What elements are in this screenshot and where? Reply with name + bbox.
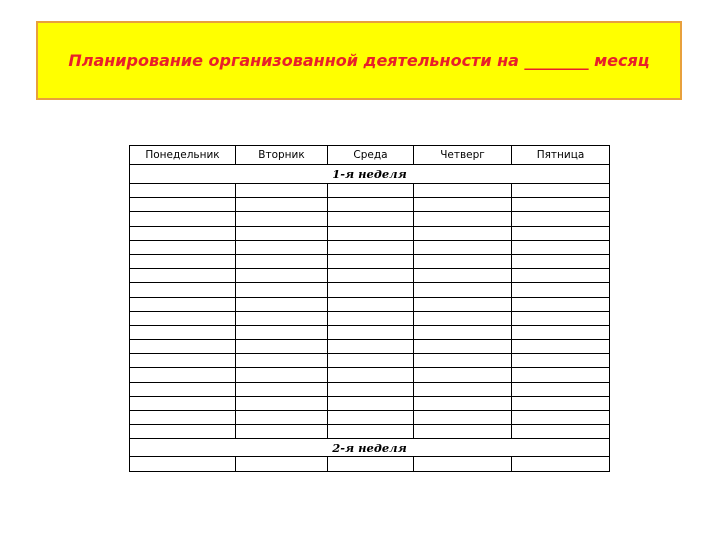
table-cell[interactable]	[328, 368, 414, 382]
table-row	[130, 311, 610, 325]
table-cell[interactable]	[130, 283, 236, 297]
table-cell[interactable]	[414, 325, 512, 339]
table-cell[interactable]	[512, 198, 610, 212]
table-cell[interactable]	[328, 354, 414, 368]
planning-table	[129, 145, 610, 472]
table-row	[130, 368, 610, 382]
table-cell[interactable]	[414, 340, 512, 354]
table-cell[interactable]	[414, 212, 512, 226]
table-cell[interactable]	[414, 311, 512, 325]
table-cell[interactable]	[130, 184, 236, 198]
table-cell[interactable]	[512, 354, 610, 368]
table-cell[interactable]	[512, 297, 610, 311]
table-cell[interactable]	[512, 283, 610, 297]
table-row	[130, 212, 610, 226]
table-cell[interactable]	[414, 368, 512, 382]
table-cell[interactable]	[236, 184, 328, 198]
table-row	[130, 198, 610, 212]
table-cell[interactable]	[414, 297, 512, 311]
table-cell[interactable]	[236, 311, 328, 325]
table-cell[interactable]	[328, 226, 414, 240]
table-row	[130, 240, 610, 254]
header-monday: Понедельник	[130, 146, 236, 165]
table-row	[130, 184, 610, 198]
table-cell[interactable]	[236, 354, 328, 368]
table-cell[interactable]	[236, 396, 328, 410]
table-cell[interactable]	[328, 184, 414, 198]
table-row	[130, 382, 610, 396]
table-cell[interactable]	[130, 212, 236, 226]
table-cell[interactable]	[130, 311, 236, 325]
table-cell[interactable]	[512, 325, 610, 339]
table-cell[interactable]	[130, 297, 236, 311]
table-cell[interactable]	[130, 382, 236, 396]
table-cell[interactable]	[236, 269, 328, 283]
table-cell[interactable]	[328, 254, 414, 268]
table-cell[interactable]	[414, 269, 512, 283]
table-cell[interactable]	[512, 411, 610, 425]
table-cell[interactable]	[130, 226, 236, 240]
table-cell[interactable]	[328, 297, 414, 311]
table-row	[130, 226, 610, 240]
week-label: 1-я неделя	[130, 165, 610, 184]
week-row	[130, 439, 610, 457]
week-row	[130, 165, 610, 184]
table-cell[interactable]	[130, 457, 236, 471]
table-cell[interactable]	[414, 396, 512, 410]
table-row	[130, 425, 610, 439]
table-cell[interactable]	[512, 382, 610, 396]
table-cell[interactable]	[328, 340, 414, 354]
header-friday: Пятница	[512, 146, 610, 165]
table-cell[interactable]	[328, 425, 414, 439]
table-cell[interactable]	[414, 240, 512, 254]
table-cell[interactable]	[512, 240, 610, 254]
table-cell[interactable]	[414, 226, 512, 240]
table-row	[130, 297, 610, 311]
table-cell[interactable]	[512, 311, 610, 325]
table-cell[interactable]	[512, 396, 610, 410]
table-cell[interactable]	[236, 297, 328, 311]
table-cell[interactable]	[414, 254, 512, 268]
table-row	[130, 354, 610, 368]
table-cell[interactable]	[414, 411, 512, 425]
table-cell[interactable]	[236, 283, 328, 297]
table-cell[interactable]	[236, 325, 328, 339]
table-cell[interactable]	[130, 240, 236, 254]
table-body	[130, 165, 610, 472]
table-cell[interactable]	[512, 226, 610, 240]
table-cell[interactable]	[414, 382, 512, 396]
table-cell[interactable]	[236, 425, 328, 439]
table-cell[interactable]	[328, 269, 414, 283]
table-cell[interactable]	[236, 254, 328, 268]
table-cell[interactable]	[130, 411, 236, 425]
table-cell[interactable]	[236, 368, 328, 382]
table-row	[130, 269, 610, 283]
table-cell[interactable]	[328, 283, 414, 297]
table-cell[interactable]	[130, 325, 236, 339]
table-cell[interactable]	[512, 184, 610, 198]
table-cell[interactable]	[328, 382, 414, 396]
table-cell[interactable]	[512, 340, 610, 354]
table-row	[130, 411, 610, 425]
table-row	[130, 283, 610, 297]
table-cell[interactable]	[328, 198, 414, 212]
table-cell[interactable]	[512, 212, 610, 226]
table-cell[interactable]	[236, 212, 328, 226]
table-cell[interactable]	[414, 184, 512, 198]
table-cell[interactable]	[236, 226, 328, 240]
table-row	[130, 396, 610, 410]
table-cell[interactable]	[414, 198, 512, 212]
table-cell[interactable]	[236, 382, 328, 396]
table-cell[interactable]	[512, 269, 610, 283]
table-row	[130, 457, 610, 471]
table-cell[interactable]	[130, 269, 236, 283]
header-tuesday: Вторник	[236, 146, 328, 165]
table-cell[interactable]	[414, 457, 512, 471]
table-cell[interactable]	[414, 425, 512, 439]
table-cell[interactable]	[328, 396, 414, 410]
table-cell[interactable]	[512, 457, 610, 471]
header-row	[130, 146, 610, 165]
page-title: Планирование организованной деятельности на ________ месяц	[68, 51, 650, 70]
table-cell[interactable]	[236, 240, 328, 254]
table-cell[interactable]	[236, 457, 328, 471]
week-label: 2-я неделя	[130, 439, 610, 457]
table-row	[130, 254, 610, 268]
table-cell[interactable]	[236, 340, 328, 354]
table-cell[interactable]	[512, 254, 610, 268]
table-cell[interactable]	[130, 254, 236, 268]
table-cell[interactable]	[130, 368, 236, 382]
table-cell[interactable]	[328, 311, 414, 325]
table-cell[interactable]	[130, 425, 236, 439]
table-cell[interactable]	[328, 325, 414, 339]
table-cell[interactable]	[328, 457, 414, 471]
table-cell[interactable]	[130, 340, 236, 354]
header-wednesday: Среда	[328, 146, 414, 165]
table-row	[130, 325, 610, 339]
table-cell[interactable]	[328, 240, 414, 254]
table-cell[interactable]	[328, 411, 414, 425]
title-banner	[36, 21, 682, 100]
table-cell[interactable]	[130, 198, 236, 212]
table-cell[interactable]	[414, 283, 512, 297]
table-cell[interactable]	[130, 354, 236, 368]
table-cell[interactable]	[328, 212, 414, 226]
table-cell[interactable]	[414, 354, 512, 368]
table-cell[interactable]	[236, 411, 328, 425]
table-cell[interactable]	[236, 198, 328, 212]
header-thursday: Четверг	[414, 146, 512, 165]
table-cell[interactable]	[130, 396, 236, 410]
table-row	[130, 340, 610, 354]
table-cell[interactable]	[512, 425, 610, 439]
table-cell[interactable]	[512, 368, 610, 382]
